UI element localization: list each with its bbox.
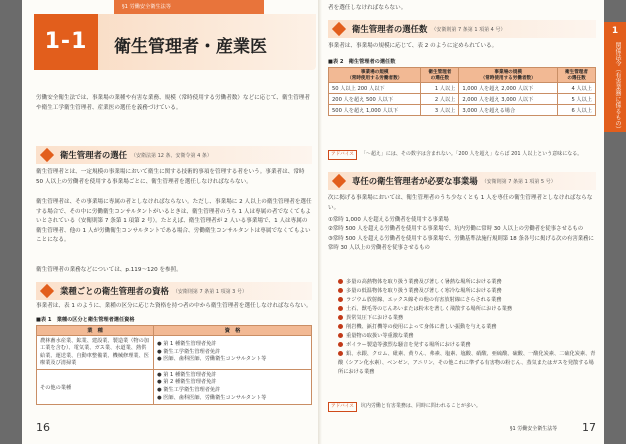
- chapter-title: 衛生管理者・産業医: [114, 37, 267, 57]
- paragraph-4: 事業者は、表 1 のように、業種の区分に応じた資格を持つ者の中から衛生管理者を選任しなければならない。: [36, 303, 312, 309]
- footer-section: §1 労働安全衛生法等: [510, 426, 558, 432]
- qual-item: ● 第 2 種衛生管理者免許: [157, 379, 217, 386]
- bullet-icon: [338, 333, 343, 338]
- list-item: 土石、獣毛等のじんあいまたは粉末を著しく飛散する場所における業務: [338, 305, 596, 314]
- table1-header-industry: 業 種: [37, 326, 154, 336]
- continuation-text: 者を選任しなければならない。: [328, 5, 407, 11]
- table2-header: 事業場の規模 （常時使用する労働者数）: [329, 68, 421, 83]
- list-item: 削岩機、鋲打機等の使用によって身体に著しい振動を与える業務: [338, 323, 596, 332]
- table1: [36, 325, 312, 405]
- table2-caption: ■表 2 衛生管理者の選任数: [328, 59, 396, 65]
- table1-cell-industry: その他の業種: [37, 370, 154, 404]
- qual-item: ● 第 1 種衛生管理者免許: [157, 341, 217, 348]
- bullet-icon: [338, 306, 343, 311]
- table-row: [37, 336, 312, 370]
- paragraph-1: 衛生管理者とは、一定規模の事業場において衛生に関する技術的事項を管理する者をいう。事業者は、常時 50 人以上の労働者を使用する事業場ごとに、衛生管理者を選任しなければならない。: [36, 169, 305, 185]
- list-item: 重量物の取扱い等重激な業務: [338, 332, 596, 341]
- heading-title: 衛生管理者の選任数: [352, 24, 428, 34]
- table-row: [329, 83, 596, 94]
- table2-cell: 50 人以上 200 人以下: [329, 83, 421, 94]
- list-item: ラジウム放射線、エックス線その他の有害放射線にさらされる業務: [338, 296, 596, 305]
- table2-cell: 2 人以上: [421, 94, 459, 105]
- paragraph-6: 次に掲げる事業場においては、衛生管理者のうち少なくとも 1 人を専任の衛生管理者としなければならない。: [328, 195, 593, 211]
- diamond-icon: [40, 148, 54, 162]
- table2-cell: 1,000 人を超え 2,000 人以下: [459, 83, 558, 94]
- paragraph-5: 事業者は、事業場の規模に応じて、表 2 のように定められている。: [328, 43, 498, 49]
- table2-header: 衛生管理者 の選任数: [421, 68, 459, 83]
- left-page: [22, 0, 320, 444]
- qual-item: ● 医師、歯科医師、労働衛生コンサルタント等: [157, 394, 267, 401]
- heading-title: 専任の衛生管理者が必要な事業場: [352, 176, 478, 186]
- paragraph-2: 衛生管理者は、その事業場に専属の者としなければならない。ただし、事業場に 2 人以上の衛生管理者を選任する場合で、その中に労働衛生コンサルタントがいるときは、衛生管理者のうち 1 人は専属の者でなくてもよいとされている（安衛則第 7 条第 1 項第 2 号）。たとえば、衛生管理者が 2 人いる事業場で、1 人は専属の衛生管理者、他の 1 人が労働衛生コンサルタントである場合、労働衛生コンサルタントは専属でなくてもよいことになる。: [36, 199, 312, 244]
- advice-box-2: [328, 402, 596, 412]
- table1-header-qual: 資 格: [154, 326, 312, 336]
- chapter-side-tab[interactable]: [604, 22, 626, 132]
- advice-text: 「～超え」には、その数字は含まれない。「200 人を超え」ならば 201 人以上という意味になる。: [360, 151, 583, 157]
- list-item: ②常時 500 人を超える労働者を使用する事業場で、坑内労働に常時 30 人以上の労働者を従事させるもの: [328, 226, 584, 233]
- heading-ref: （安衛則第 7 条第 1 項第 4 号）: [431, 26, 506, 33]
- list-item: 鉛、水銀、クロム、砒素、黄りん、弗素、塩素、塩酸、硝酸、亜硫酸、硫酸、一酸化炭素、二硫化炭素、青酸（シアン化水素）、ベンゼン、アニリン、その他これに準ずる有害物の粉じん、蒸気またはガスを発散する場所における業務: [338, 351, 596, 375]
- table1-cell-quals: [154, 336, 312, 370]
- bullet-icon: [338, 315, 343, 320]
- table2-cell: 1 人以上: [421, 83, 459, 94]
- heading-count: [328, 20, 596, 38]
- heading-ref: （安衛法第 12 条、安衛令第 4 条）: [131, 152, 212, 159]
- bullet-icon: [338, 297, 343, 302]
- advice-tag: アドバイス: [328, 150, 357, 160]
- intro-paragraph: 労働安全衛生法では、事業場の業種や有害な業務、規模（常時使用する労働者数）などに応じて、衛生管理者や衛生工学衛生管理者、産業医の選任を義務づけている。: [36, 95, 310, 111]
- heading-selection: [36, 146, 312, 164]
- qual-item: ● 衛生工学衛生管理者免許: [157, 348, 221, 355]
- bullet-icon: [338, 279, 343, 284]
- heading-fulltime: [328, 172, 596, 190]
- table2-cell: 2,000 人を超え 3,000 人以下: [459, 94, 558, 105]
- table1-cell-quals: [154, 370, 312, 404]
- bullet-icon: [338, 351, 343, 356]
- advice-text: 坑内労働と有害業務は、同時に問われることが多い。: [360, 403, 481, 409]
- heading-title: 業種ごとの衛生管理者の資格: [60, 286, 169, 296]
- heading-qualifications: [36, 282, 312, 300]
- advice-tag: アドバイス: [328, 402, 357, 412]
- page-number-left: 16: [36, 421, 50, 434]
- table2-cell: 5 人以上: [558, 94, 596, 105]
- table1-caption: ■表 1 業種の区分と衛生管理者選任資格: [36, 317, 135, 323]
- heading-ref: （安衛則第 7 条第 1 項第 3 号）: [172, 288, 247, 295]
- bullet-icon: [338, 288, 343, 293]
- list-item: 多量の低温物体を取り扱う業務及び著しく寒冷な場所における業務: [338, 287, 596, 296]
- table1-cell-industry: 農林畜水産業、鉱業、建設業、製造業（物の加工業を含む）、電気業、ガス業、水道業、熱供給業、運送業、自動車整備業、機械修理業、医療業及び清掃業: [37, 336, 154, 370]
- diamond-icon: [332, 22, 346, 36]
- table2-cell: 4 人以上: [558, 83, 596, 94]
- qual-item: ● 衛生工学衛生管理者免許: [157, 387, 221, 394]
- table2-cell: 200 人を超え 500 人以下: [329, 94, 421, 105]
- table2-cell: 6 人以上: [558, 105, 596, 116]
- table2: [328, 67, 596, 116]
- bullet-icon: [338, 342, 343, 347]
- list-item: ボイラー製造等強烈な騒音を発する場所における業務: [338, 341, 596, 350]
- table-row: [37, 370, 312, 404]
- side-tab-text: 関係法令（有害業務に係るもの）: [614, 42, 621, 132]
- list-item: ③常時 500 人を超える労働者を使用する事業場で、労働基準法施行規則第 18 条各号に掲げる次の有害業務に常時 30 人以上の労働者を従事させるもの: [328, 235, 594, 252]
- chapter-number: 1-1: [34, 14, 98, 70]
- book-spread: [22, 0, 604, 444]
- right-page: [320, 0, 604, 444]
- condition-list: [328, 216, 596, 254]
- section-tab: §1 労働安全衛生法等: [114, 0, 264, 14]
- bullet-icon: [338, 324, 343, 329]
- heading-ref: （安衛則第 7 条第 1 項第 5 号）: [481, 178, 556, 185]
- table2-cell: 3,000 人を超える場合: [459, 105, 558, 116]
- paragraph-3: 衛生管理者の業務などについては、p.119〜120 を参照。: [36, 267, 182, 273]
- table2-header: 事業場の規模 （常時使用する労働者数）: [459, 68, 558, 83]
- table-row: [329, 105, 596, 116]
- table2-header: 衛生管理者 の選任数: [558, 68, 596, 83]
- heading-title: 衛生管理者の選任: [60, 150, 127, 160]
- table-row: [329, 94, 596, 105]
- table2-cell: 500 人を超え 1,000 人以下: [329, 105, 421, 116]
- advice-box-1: [328, 150, 596, 160]
- hazard-sublist: [338, 278, 596, 377]
- list-item: 異常気圧下における業務: [338, 314, 596, 323]
- page-number-right: 17: [582, 421, 596, 434]
- qual-item: ● 第 1 種衛生管理者免許: [157, 371, 217, 378]
- qual-item: ● 医師、歯科医師、労働衛生コンサルタント等: [157, 356, 267, 363]
- side-tab-number: 1: [611, 26, 619, 36]
- list-item: ①常時 1,000 人を超える労働者を使用する事業場: [328, 217, 449, 223]
- diamond-icon: [332, 174, 346, 188]
- diamond-icon: [40, 284, 54, 298]
- list-item: 多量の高熱物体を取り扱う業務及び著しく暑熱な場所における業務: [338, 278, 596, 287]
- table2-cell: 3 人以上: [421, 105, 459, 116]
